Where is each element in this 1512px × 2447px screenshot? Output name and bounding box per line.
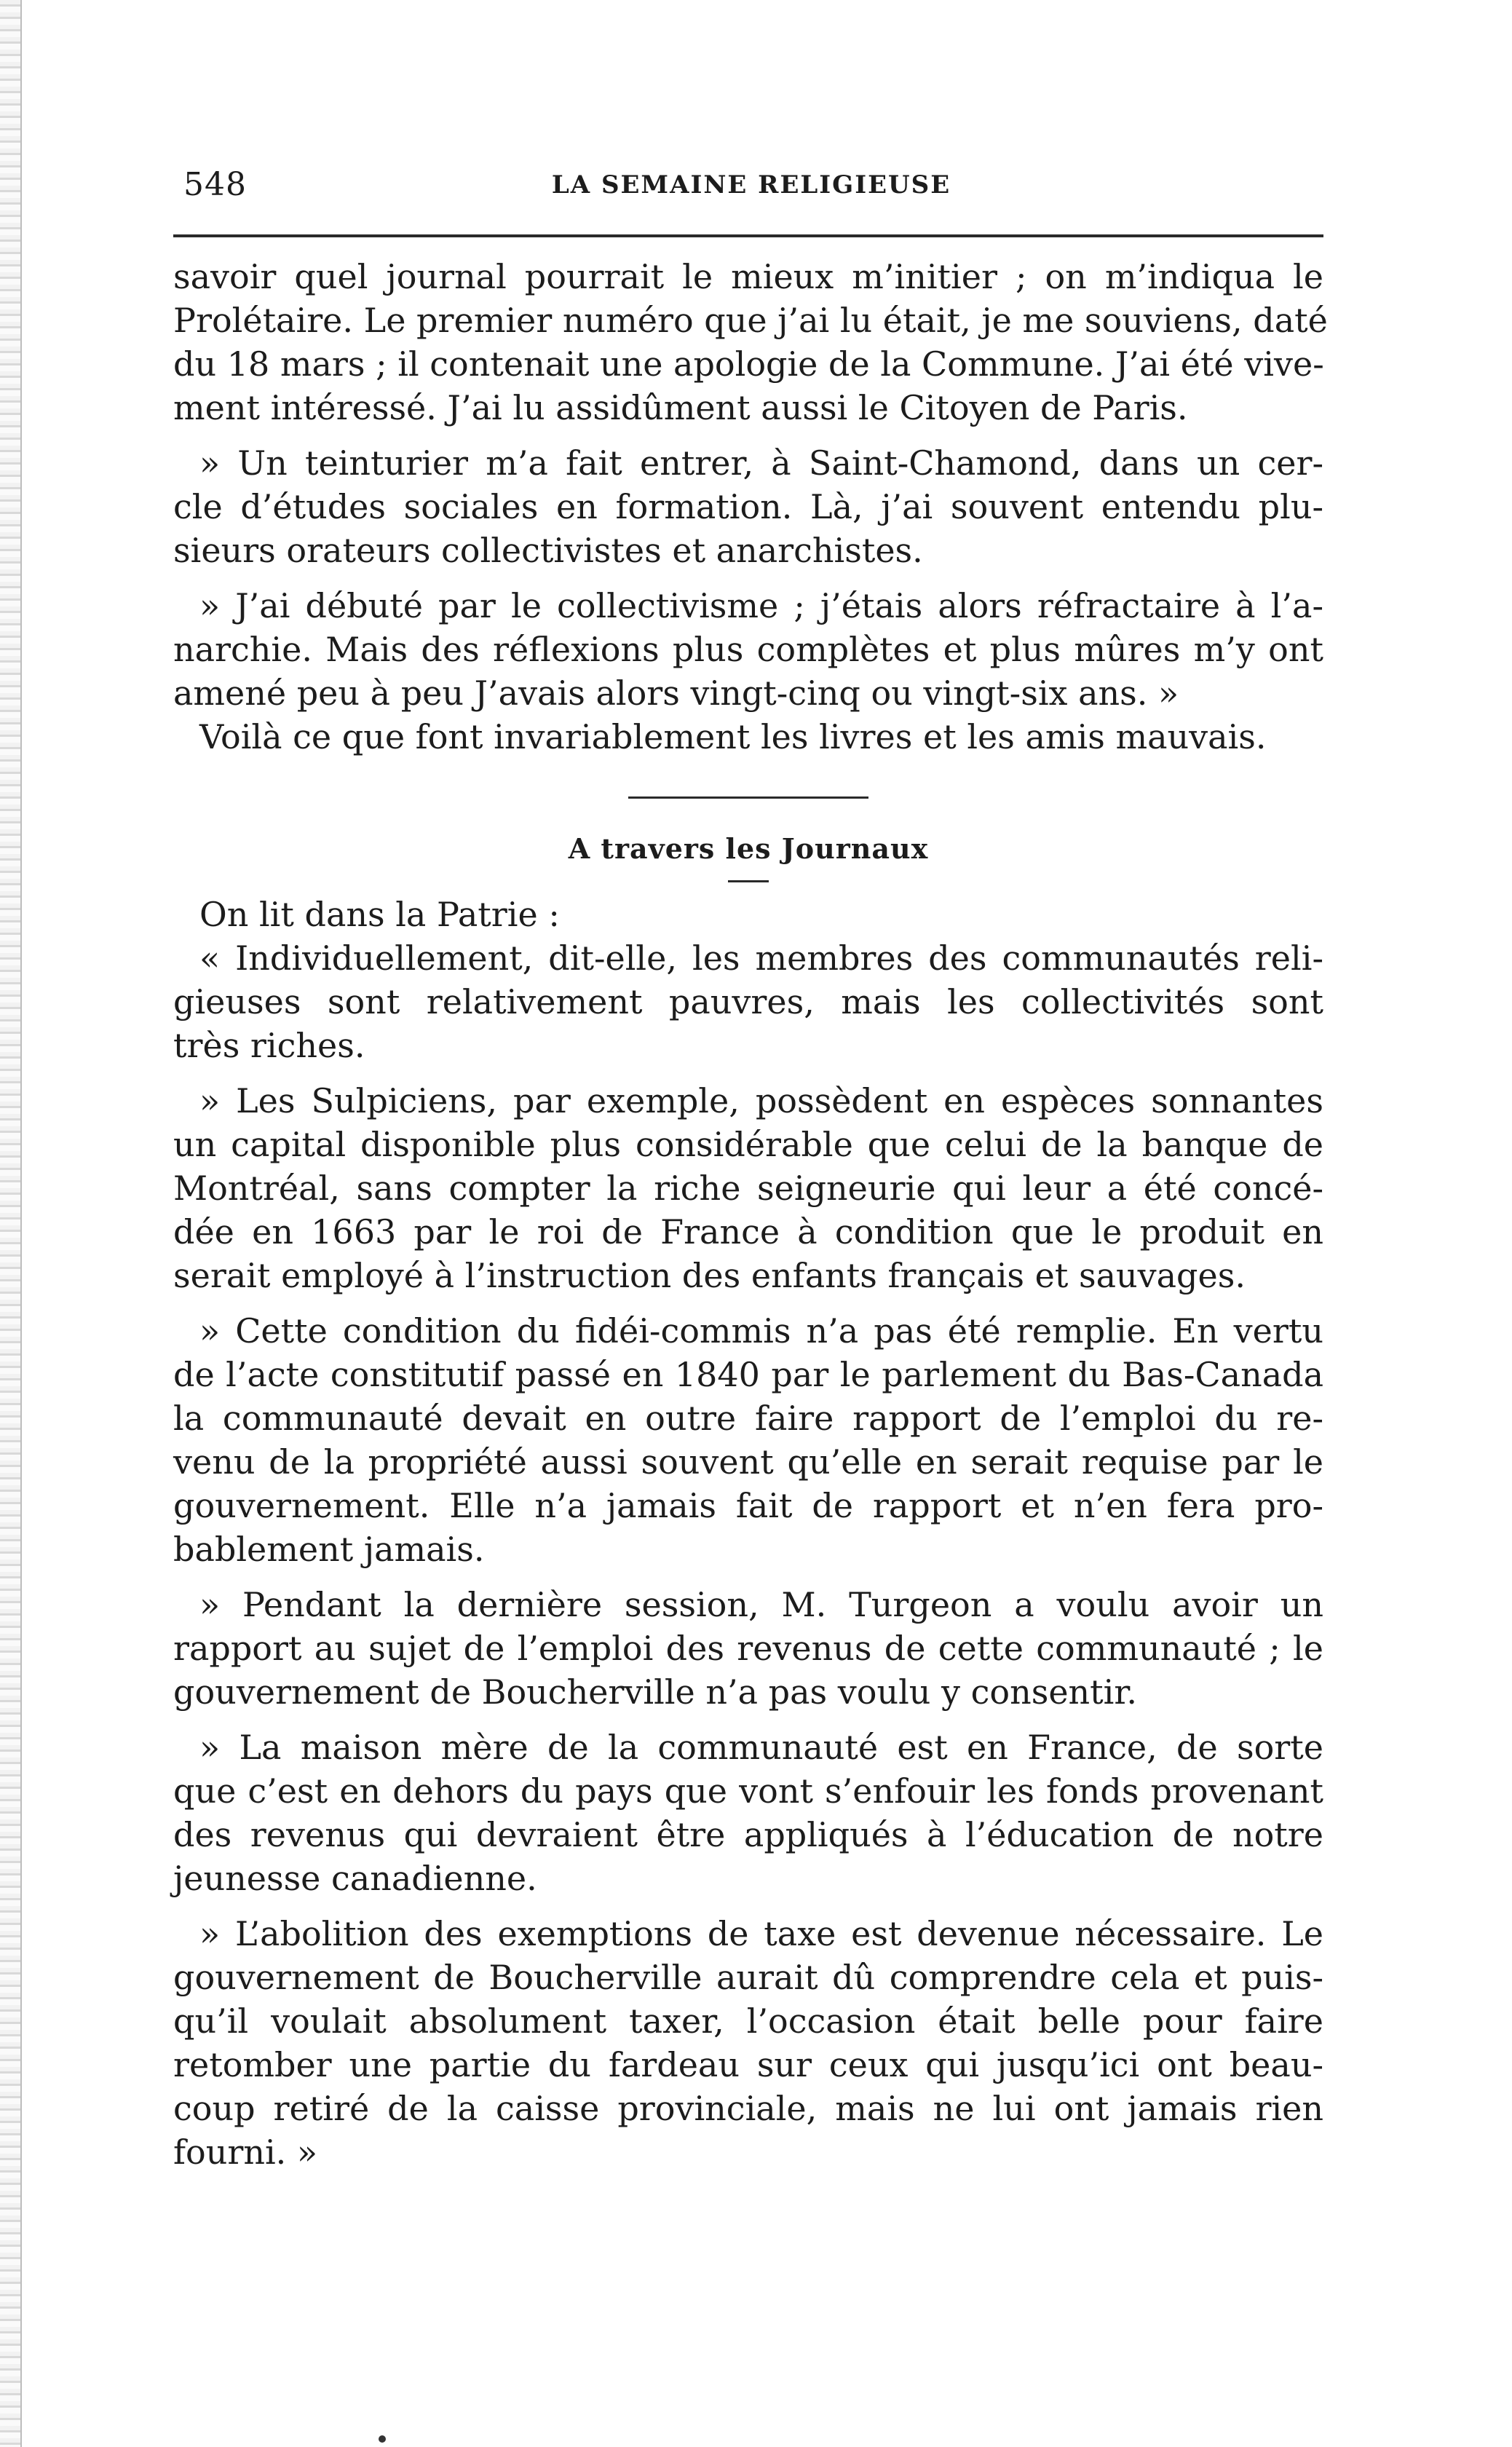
text-line: On lit dans la Patrie : [199, 895, 560, 934]
text-line: » Les Sulpiciens, par exemple, possèdent en espèces sonnantes [199, 1081, 1323, 1120]
text-line: amené peu à peu J’avais alors vingt-cinq ou vingt-six ans. » [173, 673, 1179, 713]
paragraph-3 [173, 584, 1323, 715]
text-line: narchie. Mais des réflexions plus complètes et plus mûres m’y ont [173, 630, 1323, 669]
quote-paragraph-5 [173, 1725, 1323, 1900]
text-line: ment intéressé. J’ai lu assidûment aussi le Citoyen de Paris. [173, 388, 1188, 427]
text-line: Prolétaire. Le premier numéro que j’ai lu était, je me souviens, daté [173, 301, 1328, 340]
text-line: de l’acte constitutif passé en 1840 par le parlement du Bas-Canada [173, 1355, 1323, 1394]
quote-paragraph-6 [173, 1912, 1323, 2174]
section-title: A travers les Journaux [568, 832, 929, 865]
text-line: gouvernement de Boucherville aurait dû comprendre cela et puis- [173, 1958, 1323, 1997]
body-text [173, 255, 1328, 2174]
text-line: cle d’études sociales en formation. Là, j’ai souvent entendu plu- [173, 487, 1323, 526]
text-line: gouvernement. Elle n’a jamais fait de rapport et n’en fera pro- [173, 1486, 1323, 1525]
quote-paragraph-3 [173, 1309, 1323, 1571]
text-line: qu’il voulait absolument taxer, l’occasion était belle pour faire [173, 2001, 1323, 2041]
title-underline [728, 880, 769, 882]
text-line: » Un teinturier m’a fait entrer, à Saint-Chamond, dans un cer- [199, 443, 1323, 483]
text-line: des revenus qui devraient être appliqués à l’éducation de notre [173, 1815, 1323, 1854]
text-line: Voilà ce que font invariablement les livres et les amis mauvais. [199, 717, 1267, 756]
paragraph-1 [173, 255, 1328, 430]
text-line: « Individuellement, dit-elle, les membres des communautés reli- [199, 938, 1323, 978]
text-line: » L’abolition des exemptions de taxe est devenue nécessaire. Le [199, 1914, 1323, 1953]
text-line: très riches. [173, 1026, 365, 1065]
page-number: 548 [183, 166, 247, 203]
page-header [183, 166, 1319, 210]
running-head: LA SEMAINE RELIGIEUSE [551, 170, 951, 199]
text-line: fourni. » [173, 2132, 318, 2172]
ink-speck [379, 2435, 386, 2443]
text-line: » J’ai débuté par le collectivisme ; j’étais alors réfractaire à l’a- [199, 586, 1323, 625]
text-line: serait employé à l’instruction des enfants français et sauvages. [173, 1256, 1246, 1295]
text-line: bablement jamais. [173, 1530, 485, 1569]
text-line: que c’est en dehors du pays que vont s’enfouir les fonds provenant [173, 1771, 1323, 1811]
text-line: sieurs orateurs collectivistes et anarchistes. [173, 531, 923, 570]
text-line: retomber une partie du fardeau sur ceux qui jusqu’ici ont beau- [173, 2045, 1323, 2084]
text-line: savoir quel journal pourrait le mieux m’initier ; on m’indiqua le [173, 257, 1323, 296]
text-line: jeunesse canadienne. [173, 1859, 537, 1898]
quote-paragraph-2 [173, 1079, 1323, 1297]
paragraph-4 [173, 715, 1323, 759]
header-rule [173, 234, 1323, 237]
quote-paragraph-1 [173, 936, 1323, 1067]
text-line: gieuses sont relativement pauvres, mais les collectivités sont [173, 982, 1323, 1021]
text-line: » Pendant la dernière session, M. Turgeon a voulu avoir un [199, 1585, 1323, 1624]
section-divider [628, 796, 868, 799]
text-line: dée en 1663 par le roi de France à condition que le produit en [173, 1212, 1323, 1252]
paragraph-2 [173, 441, 1323, 572]
text-line: » Cette condition du fidéi-commis n’a pas été remplie. En vertu [199, 1311, 1323, 1351]
text-line: Montréal, sans compter la riche seigneurie qui leur a été concé- [173, 1169, 1323, 1208]
text-line: la communauté devait en outre faire rapport de l’emploi du re- [173, 1399, 1323, 1438]
text-line: un capital disponible plus considérable que celui de la banque de [173, 1125, 1323, 1164]
quote-paragraph-4 [173, 1583, 1323, 1714]
text-line: du 18 mars ; il contenait une apologie de la Commune. J’ai été vive- [173, 344, 1324, 384]
text-line: rapport au sujet de l’emploi des revenus de cette communauté ; le [173, 1629, 1323, 1668]
text-line: gouvernement de Boucherville n’a pas voulu y consentir. [173, 1672, 1137, 1712]
binding-edge [0, 0, 22, 2447]
text-line: coup retiré de la caisse provinciale, mais ne lui ont jamais rien [173, 2089, 1323, 2128]
intro-line [173, 893, 1323, 936]
text-line: » La maison mère de la communauté est en France, de sorte [199, 1728, 1323, 1767]
text-line: venu de la propriété aussi souvent qu’elle en serait requise par le [173, 1442, 1323, 1482]
